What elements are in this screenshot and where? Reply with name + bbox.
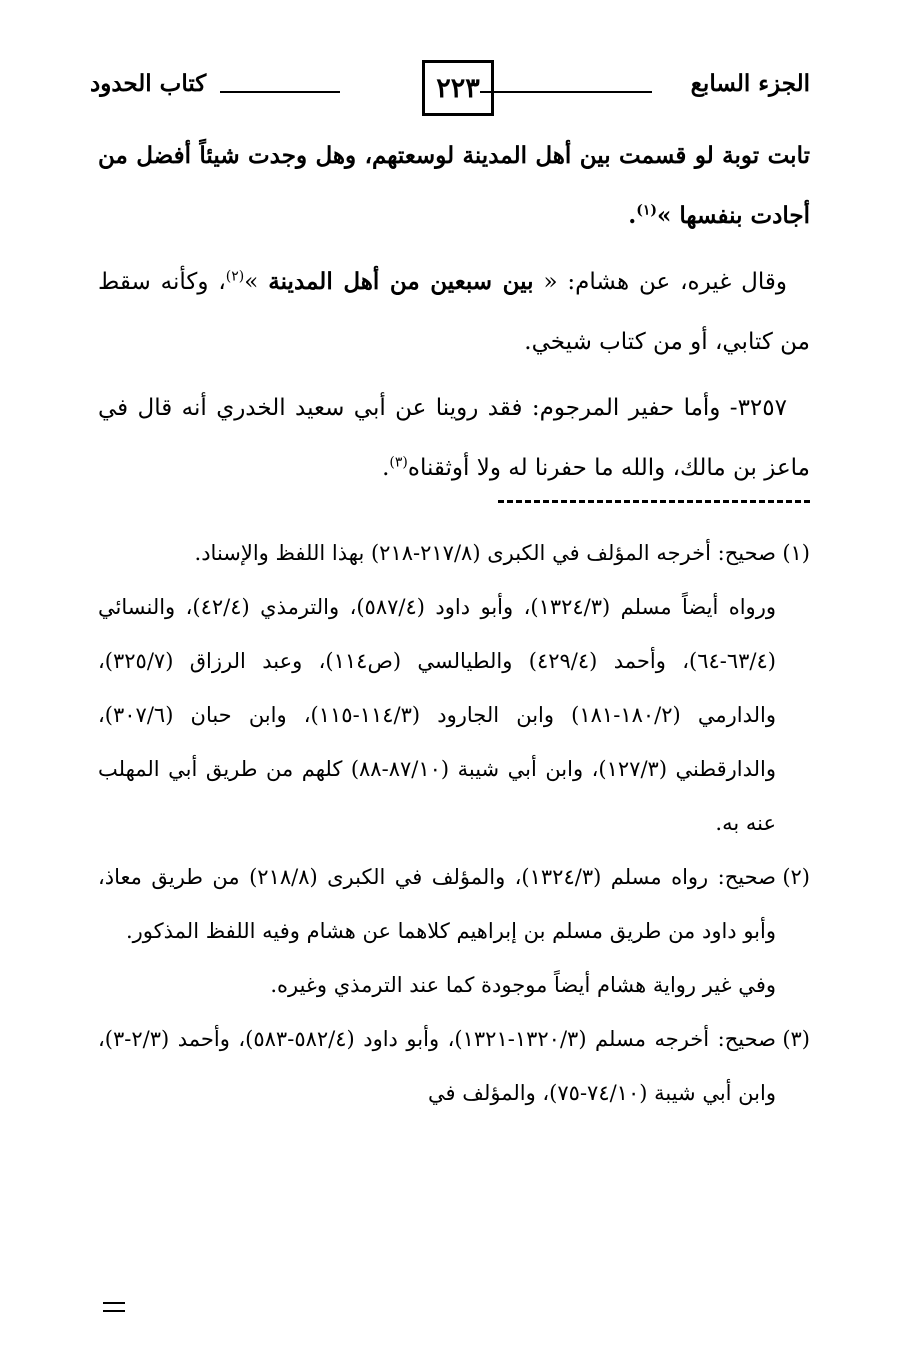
footnote-3-number: (٣) [782, 1027, 810, 1051]
paragraph-2-quote-close: » [244, 269, 269, 295]
paragraph-3: ٣٢٥٧- وأما حفير المرجوم: فقد روينا عن أبي سعيد الخدري أنه قال في ماعز بن مالك، والله ما حفرنا له ولا أوثقناه$^{(٣)}$. [98, 395, 810, 481]
footnote-1-number: (١) [782, 541, 810, 565]
footnote-1-continuation: ورواه أيضاً مسلم (١٣٢٤/٣)، وأبو داود (٥٨٧/٤)، والترمذي (٤٢/٤)، والنسائي (٦٣/٤-٦٤)، وأحمد (٤٢٩/٤) والطيالسي (ص١١٤)، وعبد الرزاق (٣٢٥/٧)، والدارمي (١٨٠/٢-١٨١) وابن الجارود (١١٤/٣-١١٥)، وابن حبان (٣٠٧/٦)، والدارقطني (١٢٧/٣)، وابن أبي شيبة (٨٧/١٠-٨٨) كلهم من طريق أبي المهلب عنه به. [98, 595, 776, 835]
page-number: ٢٢٣ [422, 60, 494, 116]
footnote-2-number: (٢) [782, 865, 810, 889]
header-rule-left [220, 91, 340, 93]
paragraph-3-text: ٣٢٥٧- وأما حفير المرجوم: فقد روينا عن أبي سعيد الخدري أنه قال في ماعز بن مالك، والله ما حفرنا له ولا أوثقناه [98, 395, 810, 481]
footnote-3-text: صحيح: أخرجه مسلم (١٣٢٠/٣-١٣٢١)، وأبو داود (٥٨٢/٤-٥٨٣)، وأحمد (٢/٣-٣)، وابن أبي شيبة (٧٤/١٠-٧٥)، والمؤلف في [98, 1027, 776, 1105]
book-title: كتاب الحدود [90, 70, 207, 97]
running-header [90, 58, 810, 118]
volume-title: الجزء السابع [690, 70, 810, 97]
footnote-ref-1: (١) [636, 202, 657, 219]
paragraph-2 [98, 252, 810, 372]
paragraph-2-lead: وقال غيره، عن هشام: « [533, 269, 788, 295]
footnotes [98, 526, 810, 1120]
footnote-3 [98, 1012, 810, 1120]
footnote-2 [98, 850, 810, 958]
paragraph-2-quote: بين سبعين من أهل المدينة [268, 268, 534, 295]
footnote-2-continuation: وفي غير رواية هشام أيضاً موجودة كما عند الترمذي وغيره. [270, 973, 776, 997]
footnote-separator [498, 500, 810, 503]
main-text [98, 126, 810, 498]
footnote-2-text: صحيح: رواه مسلم (١٣٢٤/٣)، والمؤلف في الكبرى (٢١٨/٨) من طريق معاذ، وأبو داود من طريق مسلم بن إبراهيم كلاهما عن هشام وفيه اللفظ المذكور. [98, 865, 776, 943]
footnote-ref-3: (٣) [389, 454, 408, 471]
footnote-1-text: صحيح: أخرجه المؤلف في الكبرى (٢١٧/٨-٢١٨) بهذا اللفظ والإسناد. [194, 541, 776, 565]
footnote-1 [98, 526, 810, 580]
footnote-ref-2: (٢) [225, 268, 245, 285]
paragraph-1: تابت توبة لو قسمت بين أهل المدينة لوسعتهم، وهل وجدت شيئاً أفضل من أجادت بنفسها »$^{(١)}$. [98, 142, 810, 229]
header-rule-right [480, 91, 652, 93]
paragraph-2-tail: ، وكأنه سقط من كتابي، أو من كتاب شيخي. [98, 269, 810, 355]
continuation-mark [103, 1302, 125, 1312]
paragraph-1-text: تابت توبة لو قسمت بين أهل المدينة لوسعتهم، وهل وجدت شيئاً أفضل من أجادت بنفسها » [98, 142, 810, 229]
